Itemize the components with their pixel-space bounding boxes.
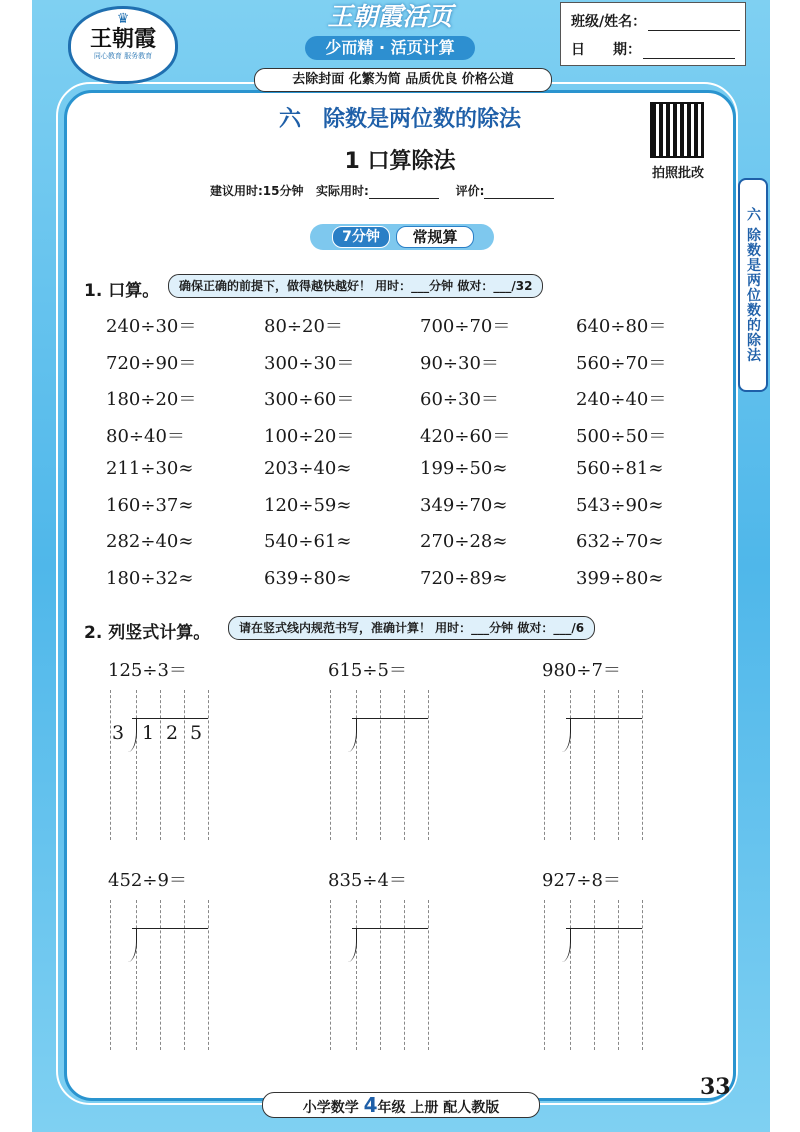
footer-badge bbox=[262, 1092, 540, 1118]
logo-text: 王朝霞 bbox=[89, 26, 156, 52]
date-field[interactable] bbox=[643, 44, 735, 59]
division-bar bbox=[352, 928, 428, 929]
guide-line bbox=[428, 900, 429, 1050]
example-dividend-digit: 2 bbox=[166, 722, 179, 744]
crown-icon: ♛ bbox=[116, 11, 130, 27]
division-workspace[interactable] bbox=[110, 900, 220, 1050]
class-name-label: 班级/姓名： bbox=[571, 14, 647, 30]
division-bar bbox=[132, 928, 208, 929]
footer-grade: 4 bbox=[363, 1093, 378, 1117]
guide-line bbox=[618, 900, 619, 1050]
division-bracket bbox=[122, 928, 137, 962]
vertical-problem-label: 980÷7＝ bbox=[542, 660, 621, 681]
guide-line bbox=[184, 690, 185, 840]
date-label: 日 期： bbox=[571, 42, 641, 58]
guide-line bbox=[618, 690, 619, 840]
guide-line bbox=[404, 690, 405, 840]
oral-problem: 199÷50≈ bbox=[420, 458, 508, 479]
vertical-problem-label: 835÷4＝ bbox=[328, 870, 407, 891]
oral-problem: 720÷89≈ bbox=[420, 567, 508, 589]
footer-post: 年级 上册 配人教版 bbox=[377, 1100, 500, 1116]
guide-line bbox=[330, 900, 331, 1050]
oral-problem: 720÷90＝ bbox=[106, 352, 197, 374]
guide-line bbox=[428, 690, 429, 840]
grade-field[interactable] bbox=[484, 186, 554, 199]
example-dividend-digit: 1 bbox=[142, 722, 155, 744]
oral-problem: 700÷70＝ bbox=[420, 316, 511, 337]
guide-line bbox=[570, 690, 571, 840]
guide-line bbox=[208, 690, 209, 840]
section2-hint: 请在竖式线内规范书写，准确计算！ 用时：___分钟 做对：___/6 bbox=[228, 616, 595, 640]
date-row bbox=[571, 39, 735, 59]
division-workspace[interactable] bbox=[544, 900, 654, 1050]
oral-problem: 240÷40＝ bbox=[576, 389, 667, 410]
lesson-title: 1 口算除法 bbox=[344, 149, 456, 174]
oral-problem: 560÷81≈ bbox=[576, 458, 664, 479]
vertical-problem-label: 615÷5＝ bbox=[328, 660, 407, 681]
division-bracket bbox=[122, 718, 137, 752]
division-bracket bbox=[556, 718, 571, 752]
oral-problem: 120÷59≈ bbox=[264, 494, 352, 516]
oral-problem: 180÷32≈ bbox=[106, 567, 194, 589]
oral-problem: 180÷20＝ bbox=[106, 389, 197, 410]
section2-title: 2. 列竖式计算。 bbox=[84, 623, 211, 643]
oral-problem: 640÷80＝ bbox=[576, 316, 667, 337]
actual-time-label: 实际用时: bbox=[316, 184, 369, 198]
division-bar bbox=[132, 718, 208, 719]
oral-problem: 540÷61≈ bbox=[264, 531, 352, 552]
oral-problem: 420÷60＝ bbox=[420, 425, 511, 447]
guide-line bbox=[110, 900, 111, 1050]
oral-problem: 560÷70＝ bbox=[576, 352, 667, 374]
oral-problem: 60÷30＝ bbox=[420, 389, 499, 410]
guide-line bbox=[160, 690, 161, 840]
guide-line bbox=[356, 900, 357, 1050]
actual-time-field[interactable] bbox=[369, 186, 439, 199]
vertical-problem-label: 927÷8＝ bbox=[542, 870, 621, 891]
guide-line bbox=[136, 900, 137, 1050]
oral-problem: 90÷30＝ bbox=[420, 352, 499, 374]
section1-hint: 确保正确的前提下，做得越快越好！ 用时：___分钟 做对：___/32 bbox=[168, 274, 543, 298]
section-banner bbox=[310, 224, 494, 250]
oral-problem: 399÷80≈ bbox=[576, 567, 664, 589]
logo-tag: 同心教育 服务教育 bbox=[93, 52, 153, 60]
slogan: 去除封面 化繁为简 品质优良 价格公道 bbox=[254, 68, 552, 92]
division-bracket bbox=[342, 718, 357, 752]
guide-line bbox=[380, 900, 381, 1050]
oral-problem: 349÷70≈ bbox=[420, 494, 508, 516]
oral-problem: 80÷20＝ bbox=[264, 316, 343, 337]
section1-title: 1. 口算。 bbox=[84, 281, 160, 301]
example-dividend-digit: 5 bbox=[190, 722, 203, 744]
class-name-row bbox=[571, 11, 740, 31]
division-bracket bbox=[556, 928, 571, 962]
oral-problem: 80÷40＝ bbox=[106, 425, 185, 447]
oral-problem: 270÷28≈ bbox=[420, 531, 508, 552]
guide-line bbox=[594, 690, 595, 840]
brand-logo bbox=[68, 6, 178, 84]
guide-line bbox=[184, 900, 185, 1050]
guide-line bbox=[356, 690, 357, 840]
division-workspace[interactable] bbox=[330, 690, 440, 840]
footer-pre: 小学数学 bbox=[302, 1100, 364, 1116]
student-info-box bbox=[560, 2, 746, 66]
oral-problem: 300÷60＝ bbox=[264, 389, 355, 410]
oral-problem: 282÷40≈ bbox=[106, 531, 194, 552]
oral-problem: 500÷50＝ bbox=[576, 425, 667, 447]
suggested-time: 建议用时:15分钟 bbox=[210, 184, 304, 198]
oral-problem: 100÷20＝ bbox=[264, 425, 355, 447]
qr-label: 拍照批改 bbox=[651, 166, 704, 181]
guide-line bbox=[642, 690, 643, 840]
brand-header bbox=[290, 2, 490, 60]
guide-line bbox=[208, 900, 209, 1050]
vertical-problem-label: 452÷9＝ bbox=[108, 870, 187, 891]
guide-line bbox=[544, 690, 545, 840]
guide-line bbox=[160, 900, 161, 1050]
chapter-title: 六 除数是两位数的除法 bbox=[278, 107, 521, 132]
example-divisor: 3 bbox=[112, 722, 125, 744]
guide-line bbox=[404, 900, 405, 1050]
banner-minutes: 7分钟 bbox=[332, 226, 390, 248]
brand-subtitle: 少而精 · 活页计算 bbox=[305, 36, 474, 60]
page-number: 33 bbox=[700, 1074, 731, 1100]
oral-problem: 639÷80≈ bbox=[264, 567, 352, 589]
division-bar bbox=[566, 718, 642, 719]
guide-line bbox=[544, 900, 545, 1050]
division-workspace[interactable] bbox=[330, 900, 440, 1050]
oral-problem: 632÷70≈ bbox=[576, 531, 664, 552]
class-name-field[interactable] bbox=[648, 16, 740, 31]
division-bar bbox=[352, 718, 428, 719]
oral-problem: 543÷90≈ bbox=[576, 494, 664, 516]
qr-code-icon[interactable] bbox=[650, 102, 704, 158]
guide-line bbox=[110, 690, 111, 840]
division-bar bbox=[566, 928, 642, 929]
guide-line bbox=[136, 690, 137, 840]
side-chapter-tab: 六 除数是两位数的除法 bbox=[738, 178, 768, 392]
guide-line bbox=[570, 900, 571, 1050]
oral-problem: 240÷30＝ bbox=[106, 316, 197, 337]
guide-line bbox=[642, 900, 643, 1050]
oral-problem: 211÷30≈ bbox=[106, 458, 194, 479]
division-workspace[interactable] bbox=[110, 690, 220, 840]
division-workspace[interactable] bbox=[544, 690, 654, 840]
vertical-problem-label: 125÷3＝ bbox=[108, 660, 187, 681]
oral-problem: 160÷37≈ bbox=[106, 494, 194, 516]
guide-line bbox=[380, 690, 381, 840]
division-bracket bbox=[342, 928, 357, 962]
oral-problem: 203÷40≈ bbox=[264, 458, 352, 479]
timing-row bbox=[210, 182, 610, 199]
guide-line bbox=[594, 900, 595, 1050]
brand-title: 王朝霞活页 bbox=[327, 2, 453, 31]
guide-line bbox=[330, 690, 331, 840]
oral-problem: 300÷30＝ bbox=[264, 352, 355, 374]
banner-kind: 常规算 bbox=[396, 226, 474, 248]
grade-label: 评价: bbox=[455, 184, 485, 198]
